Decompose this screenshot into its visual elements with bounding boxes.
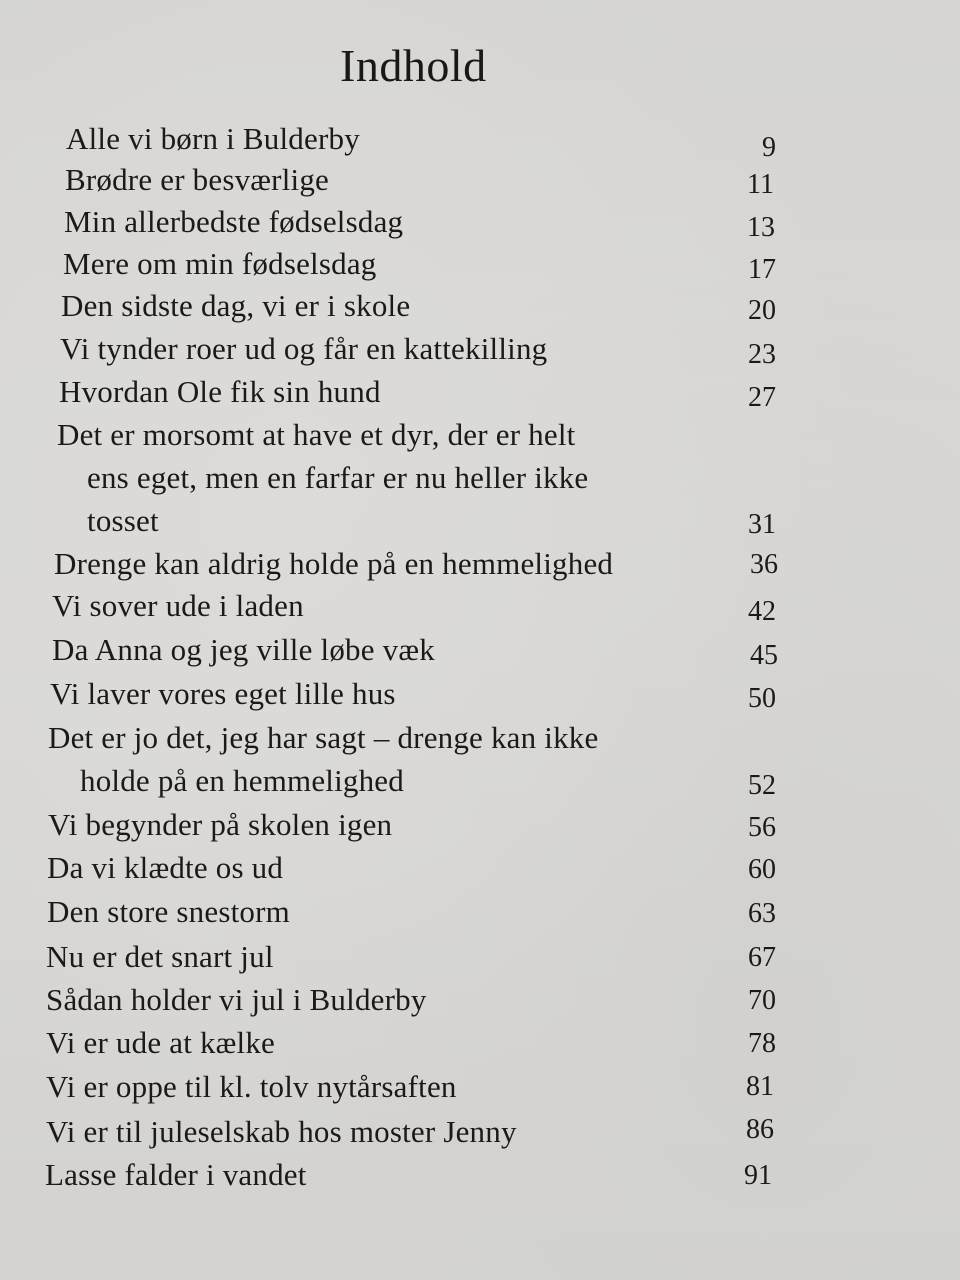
toc-entry-page: 42	[748, 596, 776, 627]
toc-entry-page: 81	[746, 1071, 774, 1102]
toc-entry-page: 13	[747, 212, 775, 243]
toc-entry-title: Vi sover ude i laden	[52, 588, 304, 623]
toc-entry-page: 17	[748, 254, 776, 285]
toc-entry-page: 27	[748, 382, 776, 413]
toc-entry-title: Lasse falder i vandet	[45, 1157, 307, 1192]
toc-entry-title-multiline	[57, 413, 588, 542]
toc-entry-title: Den store snestorm	[47, 894, 290, 929]
toc-entry-title: Da vi klædte os ud	[47, 850, 284, 885]
toc-entry-title-multiline	[48, 716, 598, 802]
toc-entry-page: 50	[748, 683, 776, 714]
toc-entry-page: 70	[748, 985, 776, 1016]
toc-entry-title: Alle vi børn i Bulderby	[66, 121, 360, 156]
toc-entry-page: 86	[746, 1114, 774, 1145]
toc-entry-title-line: Det er jo det, jeg har sagt – drenge kan ikke	[48, 720, 599, 755]
toc-entry-page: 45	[750, 640, 778, 671]
toc-entry-title-line: ens eget, men en farfar er nu heller ikke	[87, 460, 589, 495]
toc-entry-title: Vi er ude at kælke	[46, 1025, 276, 1060]
toc-entry-title: Vi er til juleselskab hos moster Jenny	[46, 1114, 517, 1149]
toc-entry-title-line: holde på en hemmelighed	[80, 763, 404, 798]
toc-entry-page: 52	[748, 770, 776, 801]
toc-entry-title: Min allerbedste fødselsdag	[64, 204, 404, 239]
toc-entry-title-line: Det er morsomt at have et dyr, der er helt	[57, 417, 576, 452]
toc-entry-page: 31	[748, 509, 776, 540]
toc-entry-page: 67	[748, 942, 776, 973]
toc-entry-title: Vi er oppe til kl. tolv nytårsaften	[46, 1069, 457, 1104]
toc-entry-page: 23	[748, 339, 776, 370]
toc-entry-title: Mere om min fødselsdag	[63, 246, 377, 281]
toc-entry-page: 91	[744, 1160, 772, 1191]
toc-entry-page: 60	[748, 854, 776, 885]
toc-entry-title: Vi begynder på skolen igen	[48, 807, 393, 842]
toc-entry-title: Brødre er besværlige	[65, 162, 329, 197]
toc-entry-page: 20	[748, 295, 776, 326]
toc-entry-title: Nu er det snart jul	[46, 939, 274, 974]
toc-entry-title: Sådan holder vi jul i Bulderby	[46, 982, 427, 1017]
toc-entry-title: Vi laver vores eget lille hus	[50, 676, 396, 711]
toc-entry-page: 56	[748, 812, 776, 843]
page-title: Indhold	[340, 40, 487, 91]
toc-entry-title-line: tosset	[87, 503, 159, 538]
toc-entry-page: 36	[750, 549, 778, 580]
toc-entry-page: 63	[748, 898, 776, 929]
toc-entry-page: 9	[762, 132, 776, 163]
toc-entry-title: Da Anna og jeg ville løbe væk	[52, 632, 435, 667]
toc-entry-page: 11	[747, 169, 774, 200]
toc-entry-title: Drenge kan aldrig holde på en hemmelighed	[54, 546, 614, 581]
toc-entry-title: Vi tynder roer ud og får en kattekilling	[60, 331, 548, 366]
toc-entry-title: Hvordan Ole fik sin hund	[59, 374, 381, 409]
toc-entry-page: 78	[748, 1028, 776, 1059]
toc-entry-title: Den sidste dag, vi er i skole	[61, 288, 411, 323]
